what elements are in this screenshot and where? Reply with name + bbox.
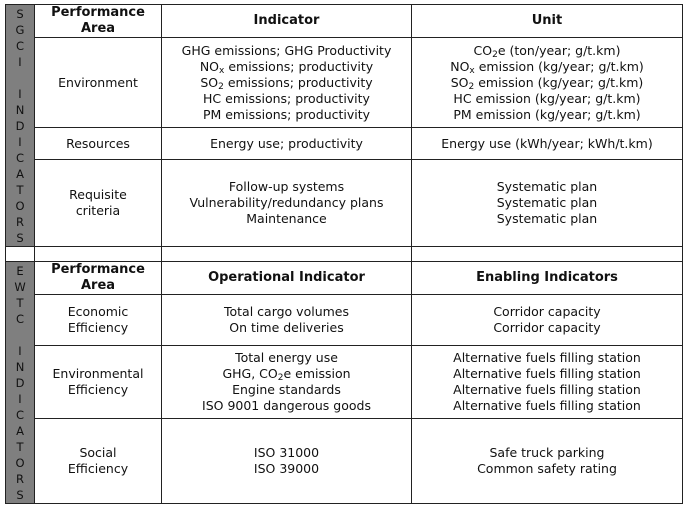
ewtc-row-economic xyxy=(6,295,683,346)
section-spacer-row xyxy=(6,247,683,262)
side-letter: T xyxy=(16,296,24,310)
side-letter: R xyxy=(16,471,24,486)
cell-line: Social xyxy=(79,445,117,460)
cell-line: GHG emissions; GHG Productivity xyxy=(181,42,392,58)
side-letter: A xyxy=(16,166,24,181)
cell-line: Area xyxy=(80,21,116,36)
sgci-indicator-cell xyxy=(162,128,412,160)
side-letter: E xyxy=(16,264,24,278)
side-letter: C xyxy=(15,39,25,53)
side-letter: I xyxy=(18,343,22,358)
sgci-unit-cell xyxy=(412,160,683,247)
side-letter: S xyxy=(16,230,24,245)
sgci-unit-cell xyxy=(412,128,683,160)
cell-line: $SO_2$ emission (kg/year; g/t.km) xyxy=(450,74,644,92)
cell-line: $NO_x$ emission (kg/year; g/t.km) xyxy=(450,58,644,76)
cell-line: criteria xyxy=(75,203,121,218)
sgci-header-area xyxy=(35,5,162,38)
cell-line: Systematic plan xyxy=(496,179,598,194)
side-letter: N xyxy=(15,359,25,374)
cell-line: Alternative fuels filling station xyxy=(453,382,641,397)
side-letter: A xyxy=(16,423,24,438)
ewtc-unit-cell xyxy=(412,419,683,504)
side-letter: I xyxy=(18,86,22,101)
side-letter: O xyxy=(15,198,25,213)
cell-line: ISO 31000 xyxy=(253,445,320,460)
spacer-cell xyxy=(162,247,412,262)
cell-line: Total cargo volumes xyxy=(224,304,349,319)
side-letter: C xyxy=(15,150,25,165)
side-letter: I xyxy=(18,55,22,69)
cell-line: ISO 9001 dangerous goods xyxy=(202,398,371,413)
side-letter: I xyxy=(18,391,22,406)
cell-line: Total energy use xyxy=(235,350,338,365)
spacer-cell xyxy=(412,247,683,262)
side-letter: R xyxy=(16,214,24,229)
indicators-table xyxy=(5,4,683,504)
side-letter: S xyxy=(16,487,24,502)
ewtc-unit-cell xyxy=(412,295,683,346)
side-letter: G xyxy=(15,23,25,37)
cell-line: Energy use; productivity xyxy=(210,135,363,151)
sgci-row-environment xyxy=(6,38,683,128)
cell-line: HC emissions; productivity xyxy=(203,90,370,106)
sgci-header-unit: Unit xyxy=(412,5,683,38)
cell-line: Alternative fuels filling station xyxy=(453,398,641,413)
ewtc-header-area xyxy=(35,262,162,295)
cell-line: Area xyxy=(80,278,116,293)
side-letter: T xyxy=(16,439,24,454)
side-letter: N xyxy=(15,102,25,117)
cell-line: Systematic plan xyxy=(496,211,598,226)
side-letter: O xyxy=(15,455,25,470)
cell-line: Requisite xyxy=(69,187,127,202)
cell-line: Energy use (kWh/year; kWh/t.km) xyxy=(441,135,653,151)
sgci-row-requisite xyxy=(6,160,683,247)
cell-line: PM emission (kg/year; g/t.km) xyxy=(453,106,641,122)
ewtc-header-row xyxy=(6,262,683,295)
cell-line: Alternative fuels filling station xyxy=(453,350,641,365)
sgci-header-indicator: Indicator xyxy=(162,5,412,38)
cell-line: Performance xyxy=(51,5,145,20)
ewtc-unit-cell xyxy=(412,346,683,419)
cell-line: GHG, $CO_2e$ emission xyxy=(222,366,351,383)
ewtc-area-cell xyxy=(35,419,162,504)
ewtc-header-indicator: Operational Indicator xyxy=(162,262,412,295)
cell-line: Efficiency xyxy=(67,461,129,476)
cell-line: Efficiency xyxy=(67,320,129,335)
cell-line: On time deliveries xyxy=(229,320,344,335)
side-letter: C xyxy=(15,312,25,326)
cell-line: Maintenance xyxy=(246,211,327,226)
side-letter: T xyxy=(16,182,24,197)
cell-line: Alternative fuels filling station xyxy=(453,366,641,381)
cell-line: PM emissions; productivity xyxy=(202,106,371,122)
ewtc-area-cell xyxy=(35,295,162,346)
cell-line: Environment xyxy=(58,74,138,90)
sgci-indicator-cell xyxy=(162,38,412,128)
cell-line: Environmental xyxy=(52,366,144,381)
sgci-side-label xyxy=(6,5,35,247)
ewtc-area-cell xyxy=(35,346,162,419)
cell-line: $CO_2e$ (ton/year; g/t.km) xyxy=(473,42,621,60)
cell-line: Systematic plan xyxy=(496,195,598,210)
sgci-row-resources xyxy=(6,128,683,160)
cell-line: Follow-up systems xyxy=(228,179,345,194)
side-letter: D xyxy=(15,118,25,133)
ewtc-row-social xyxy=(6,419,683,504)
cell-line: Corridor capacity xyxy=(493,320,601,335)
cell-line: Common safety rating xyxy=(477,461,617,476)
cell-line: HC emission (kg/year; g/t.km) xyxy=(453,90,641,106)
ewtc-row-environmental xyxy=(6,346,683,419)
cell-line: Vulnerability/redundancy plans xyxy=(189,195,384,210)
spacer-cell xyxy=(35,247,162,262)
cell-line: Performance xyxy=(51,262,145,277)
ewtc-indicator-cell xyxy=(162,346,412,419)
sgci-indicator-cell xyxy=(162,160,412,247)
cell-line: Engine standards xyxy=(232,382,341,397)
spacer-cell xyxy=(6,247,35,262)
sgci-header-row xyxy=(6,5,683,38)
cell-line: Economic xyxy=(67,304,129,319)
side-letter: W xyxy=(14,280,26,294)
cell-line: Efficiency xyxy=(67,382,129,397)
ewtc-indicator-cell xyxy=(162,295,412,346)
side-letter: I xyxy=(18,134,22,149)
cell-line: $SO_2$ emissions; productivity xyxy=(200,74,373,92)
cell-line: Safe truck parking xyxy=(489,445,605,460)
sgci-area-cell xyxy=(35,38,162,128)
sgci-area-cell xyxy=(35,160,162,247)
ewtc-side-label xyxy=(6,262,35,504)
side-letter: C xyxy=(15,407,25,422)
cell-line: ISO 39000 xyxy=(253,461,320,476)
ewtc-header-unit: Enabling Indicators xyxy=(412,262,683,295)
cell-line: Corridor capacity xyxy=(493,304,601,319)
cell-line: Resources xyxy=(66,135,130,151)
sgci-area-cell xyxy=(35,128,162,160)
side-letter: D xyxy=(15,375,25,390)
side-letter: S xyxy=(16,7,24,21)
cell-line: $NO_x$ emissions; productivity xyxy=(199,58,374,76)
ewtc-indicator-cell xyxy=(162,419,412,504)
sgci-unit-cell xyxy=(412,38,683,128)
